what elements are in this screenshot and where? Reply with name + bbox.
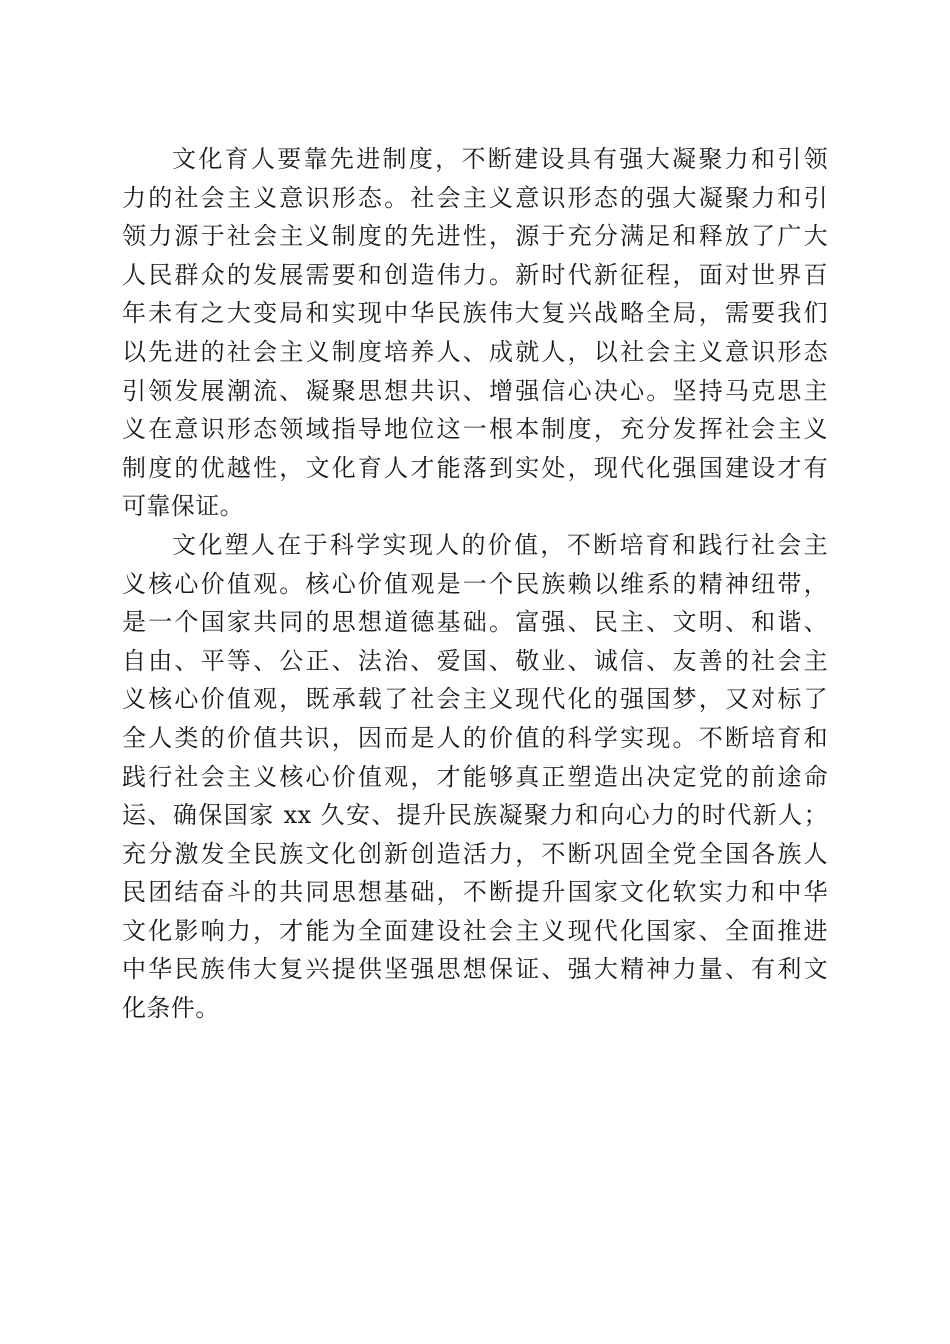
text-line: 年未有之大变局和实现中华民族伟大复兴战略全局，需要我们 [122, 299, 828, 328]
text-line: 引领发展潮流、凝聚思想共识、增强信心决心。坚持马克思主 [122, 376, 828, 405]
text-line: 力的社会主义意识形态。社会主义意识形态的强大凝聚力和引 [122, 183, 828, 212]
text-line: 文化影响力，才能为全面建设社会主义现代化国家、全面推进 [122, 916, 828, 945]
text-line: 中华民族伟大复兴提供坚强思想保证、强大精神力量、有利文 [122, 955, 828, 984]
text-line: 义核心价值观，既承载了社会主义现代化的强国梦，又对标了 [122, 685, 828, 714]
text-line: 文化塑人在于科学实现人的价值，不断培育和践行社会主 [172, 530, 828, 559]
text-line: 践行社会主义核心价值观，才能够真正塑造出决定党的前途命 [122, 762, 828, 791]
text-line: 领力源于社会主义制度的先进性，源于充分满足和释放了广大 [122, 222, 828, 251]
paragraph-institution [122, 140, 828, 526]
document-body [122, 140, 828, 1028]
text-line: 文化育人要靠先进制度，不断建设具有强大凝聚力和引领 [172, 145, 828, 173]
text-line: 可靠保证。 [122, 492, 244, 521]
text-line: 运、确保国家 xx 久安、提升民族凝聚力和向心力的时代新人； [122, 801, 828, 830]
text-line: 义核心价值观。核心价值观是一个民族赖以维系的精神纽带， [122, 569, 828, 598]
text-line: 以先进的社会主义制度培养人、成就人，以社会主义意识形态 [122, 337, 828, 366]
paragraph-values [122, 526, 828, 1028]
text-line: 民团结奋斗的共同思想基础，不断提升国家文化软实力和中华 [122, 878, 828, 907]
text-line: 全人类的价值共识，因而是人的价值的科学实现。不断培育和 [122, 723, 828, 752]
text-line: 制度的优越性，文化育人才能落到实处，现代化强国建设才有 [122, 453, 828, 482]
text-line: 自由、平等、公正、法治、爱国、敬业、诚信、友善的社会主 [122, 646, 828, 675]
text-line: 义在意识形态领域指导地位这一根本制度，充分发挥社会主义 [122, 415, 828, 444]
text-line: 化条件。 [122, 994, 220, 1023]
text-line: 人民群众的发展需要和创造伟力。新时代新征程，面对世界百 [122, 260, 828, 289]
text-line: 充分激发全民族文化创新创造活力，不断巩固全党全国各族人 [122, 839, 828, 868]
text-line: 是一个国家共同的思想道德基础。富强、民主、文明、和谐、 [122, 608, 828, 637]
